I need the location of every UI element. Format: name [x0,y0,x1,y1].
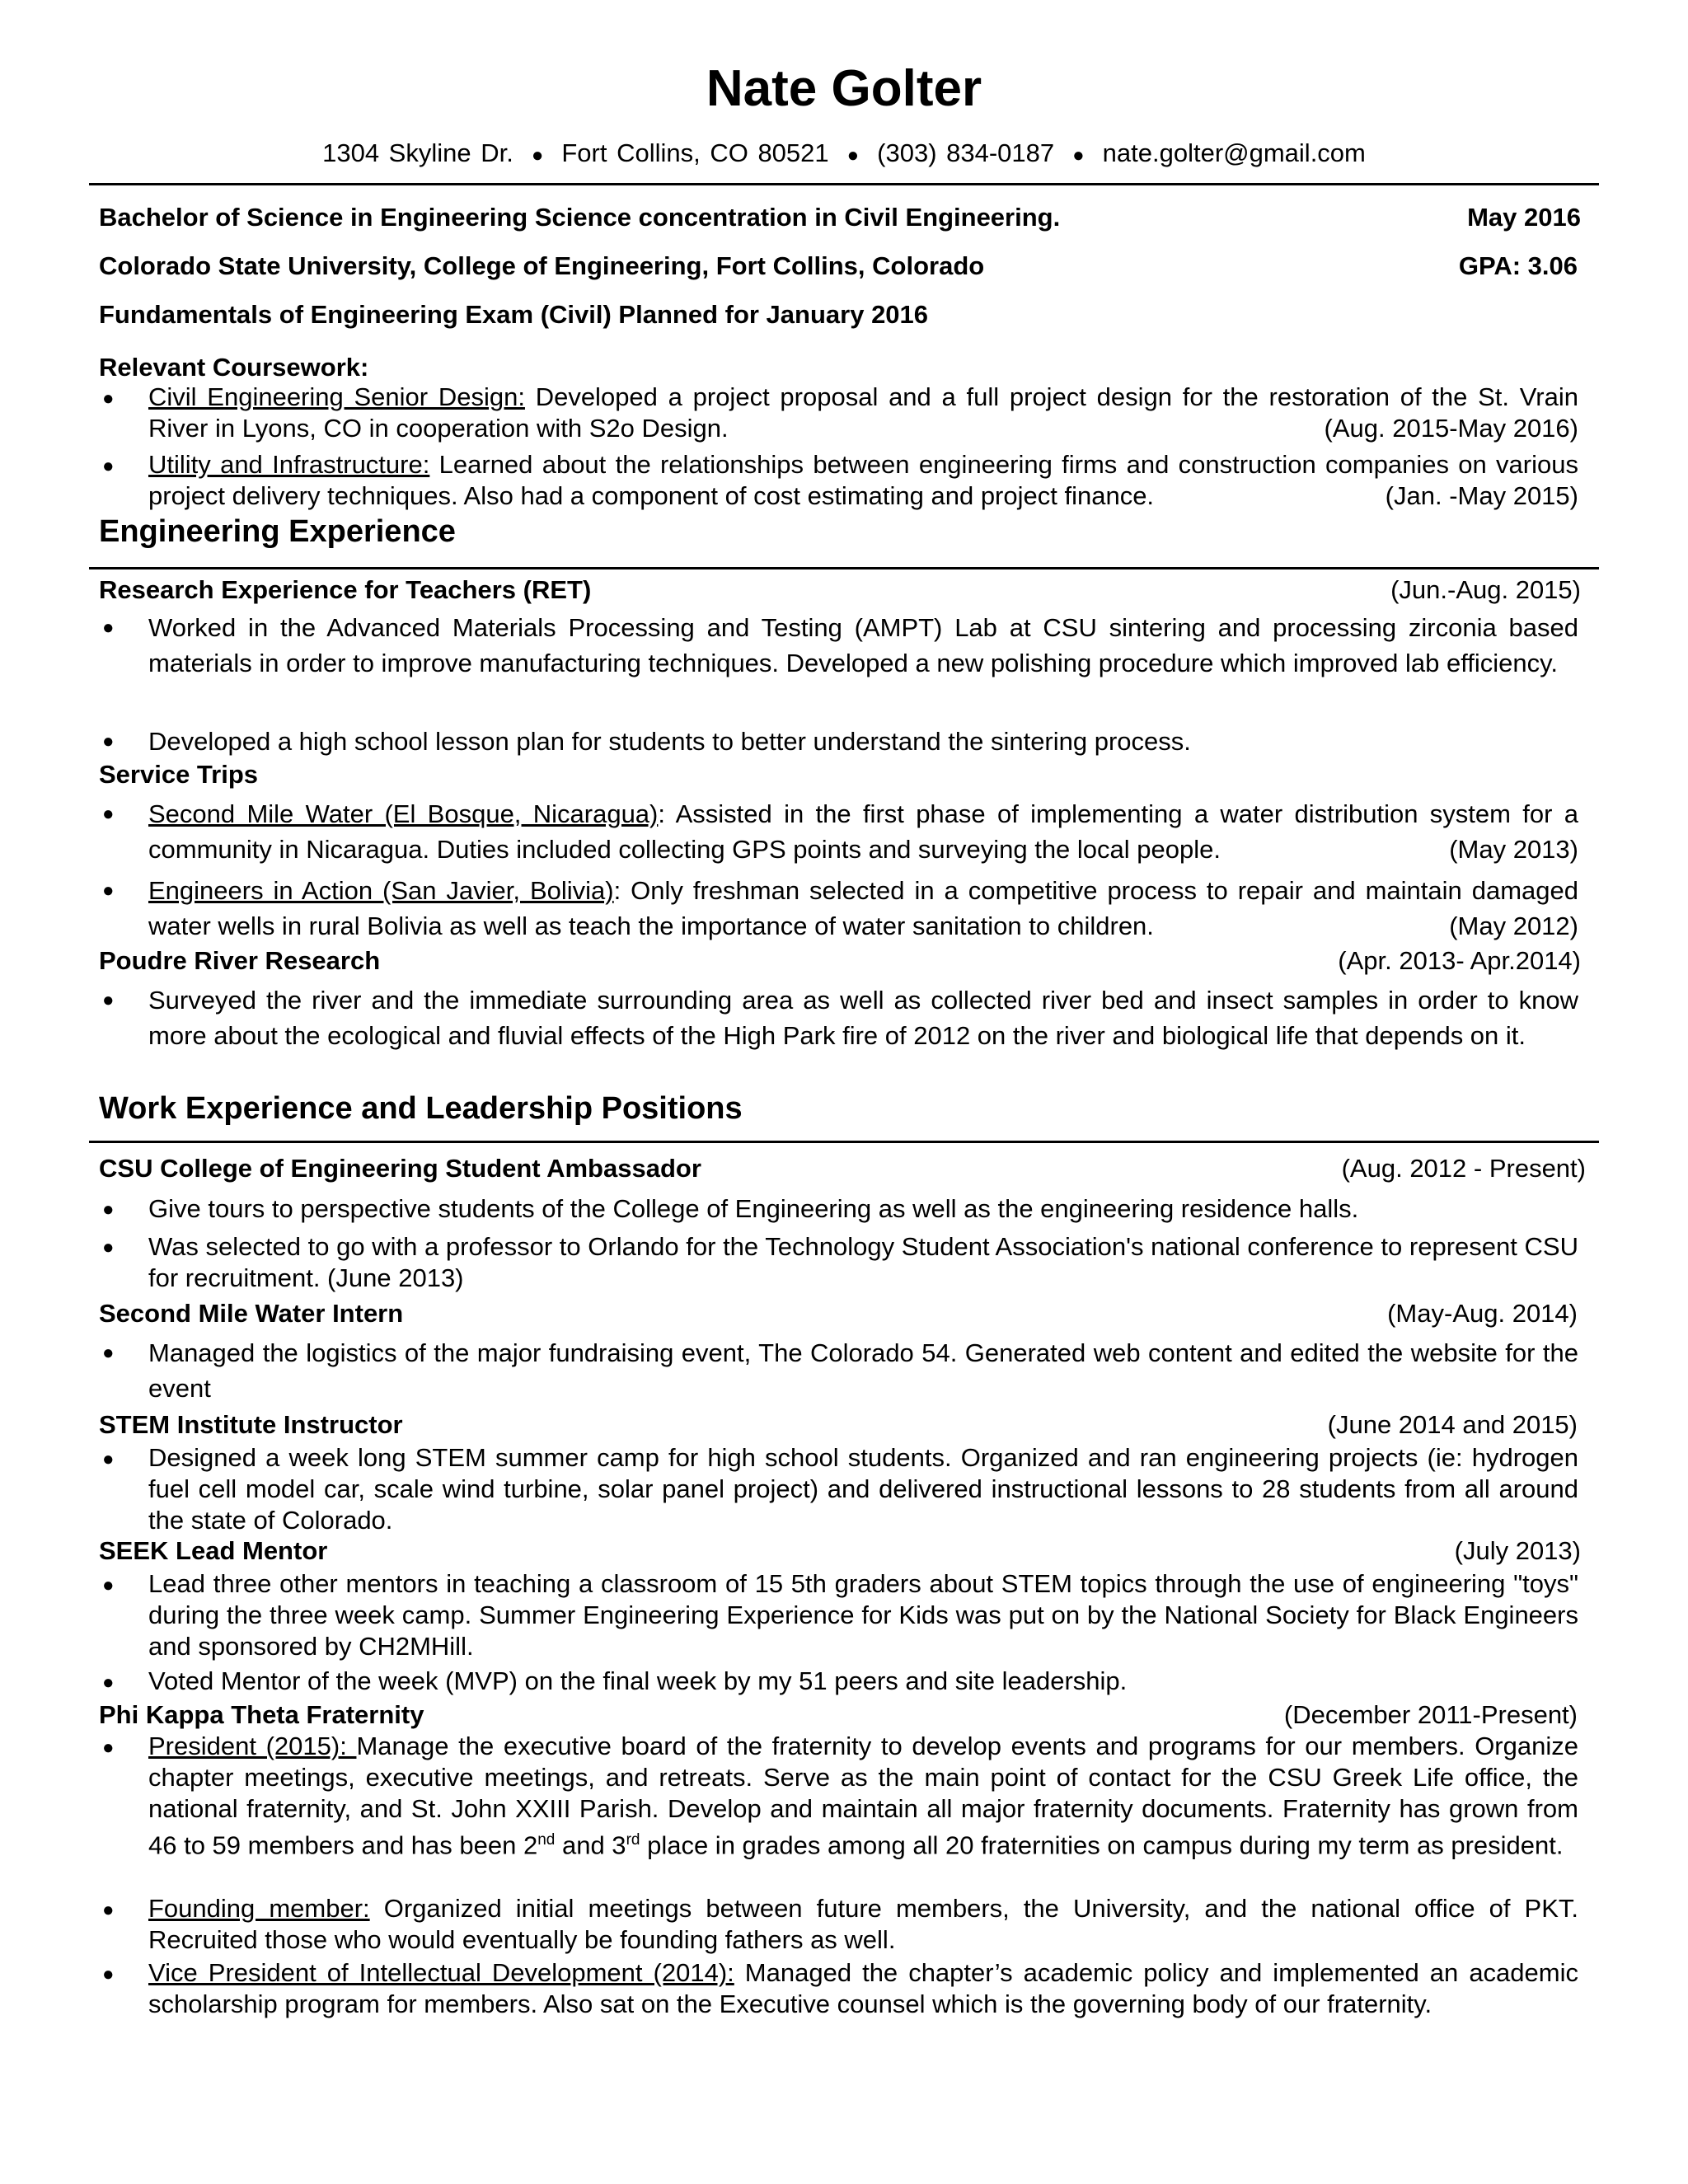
bullet-icon: ● [102,1342,115,1364]
separator-dot: ● [531,144,544,166]
ambassador-bullet: Was selected to go with a professor to Orlando for the Technology Student Association's national conference to represent CSU for recruitment. (June 2013) [148,1232,1578,1292]
ambassador-title: CSU College of Engineering Student Ambassador [99,1154,701,1183]
bullet-icon: ● [102,1671,115,1694]
seek-bullet: Lead three other mentors in teaching a classroom of 15 5th graders about STEM topics through the use of engineering "toys" during the three week camp. Summer Engineering Experience for Kids was put on by the National Society for Black Engineers and sponsored by CH2MHill. [148,1569,1578,1661]
bullet-icon: ● [102,1236,115,1258]
bullet-icon: ● [102,989,115,1011]
bullet-icon: ● [102,1574,115,1596]
ambassador-date: (Aug. 2012 - Present) [1341,1154,1586,1183]
bullet-icon: ● [102,616,115,639]
degree: Bachelor of Science in Engineering Science concentration in Civil Engineering. [99,203,1061,232]
section-heading-work: Work Experience and Leadership Positions [99,1091,743,1126]
seek-bullet: Voted Mentor of the week (MVP) on the final week by my 51 peers and site leadership. [148,1666,1128,1695]
email: nate.golter@gmail.com [1102,138,1366,167]
poudre-date: (Apr. 2013- Apr.2014) [1338,946,1581,975]
city: Fort Collins, CO 80521 [561,138,829,167]
bullet-icon: ● [102,879,115,902]
stem-bullet: Designed a week long STEM summer camp for high school students. Organized and ran engineering projects (ie: hydrogen fuel cell model car, scale wind turbine, solar panel project) and delivered instructional lessons to 28 students from all around the state of Colorado. [148,1443,1578,1535]
pkt-founding-bullet: Founding member: Organized initial meetings between future members, the University, and the national office of PKT. Recruited those who would eventually be founding fathers as well. [148,1894,1579,1954]
divider [89,183,1599,185]
poudre-bullet: Surveyed the river and the immediate surrounding area as well as collected river bed and insect samples in order to know more about the ecological and fluvial effects of the High Park fire of 2012 on the river and biological life that depends on it. [148,986,1578,1050]
bullet-icon: ● [102,1448,115,1470]
intern-title: Second Mile Water Intern [99,1299,404,1328]
bullet-icon: ● [102,730,115,752]
ret-bullet: Worked in the Advanced Materials Processing and Testing (AMPT) Lab at CSU sintering and processing zirconia based materials in order to improve manufacturing techniques. Developed a new polishing procedure which improved lab efficiency. [148,613,1578,677]
phone: (303) 834-0187 [877,138,1055,167]
ret-bullet: Developed a high school lesson plan for students to better understand the sintering process. [148,727,1191,756]
gpa: GPA: 3.06 [1458,251,1578,280]
intern-date: (May-Aug. 2014) [1387,1299,1578,1328]
bullet-icon: ● [102,455,115,477]
separator-dot: ● [1072,144,1085,166]
stem-date: (June 2014 and 2015) [1327,1410,1578,1439]
candidate-name: Nate Golter [706,60,982,117]
bullet-icon: ● [102,387,115,410]
ambassador-bullet: Give tours to perspective students of the College of Engineering as well as the engineering residence halls. [148,1194,1359,1223]
seek-date: (July 2013) [1454,1536,1581,1565]
coursework-heading: Relevant Coursework: [99,353,369,382]
separator-dot: ● [846,144,860,166]
bullet-icon: ● [102,1963,115,1985]
poudre-title: Poudre River Research [99,946,381,975]
service-item: Engineers in Action (San Javier, Bolivia): Only freshman selected in a competitive process to repair and maintain damaged water wells in rural Bolivia as well as teach the importance of water sanitation to children. (May 2012) [148,876,1578,940]
service-title: Service Trips [99,760,259,789]
bullet-icon: ● [102,803,115,825]
pkt-vp-bullet: Vice President of Intellectual Development (2014): Managed the chapter’s academic policy and implemented an academic scholarship program for members. Also sat on the Executive counsel which is the governing body of our fraternity. [148,1958,1578,2018]
stem-title: STEM Institute Instructor [99,1410,403,1439]
degree-date: May 2016 [1467,203,1581,232]
course-item: Utility and Infrastructure: Learned about the relationships between engineering firms and construction companies on various project delivery techniques. Also had a component of cost estimating and project finance. (Jan. -May 2015) [148,450,1578,510]
divider [89,567,1599,569]
ret-title: Research Experience for Teachers (RET) [99,575,592,604]
intern-bullet: Managed the logistics of the major fundraising event, The Colorado 54. Generated web content and edited the website for the event [148,1338,1578,1403]
pkt-title: Phi Kappa Theta Fraternity [99,1700,424,1729]
bullet-icon: ● [102,1736,115,1759]
bullet-icon: ● [102,1899,115,1921]
contact-line [0,138,1688,168]
exam: Fundamentals of Engineering Exam (Civil) Planned for January 2016 [99,300,929,329]
ret-date: (Jun.-Aug. 2015) [1390,575,1581,604]
course-item: Civil Engineering Senior Design: Developed a project proposal and a full project design for the restoration of the St. Vrain River in Lyons, CO in cooperation with S2o Design. (Aug. 2015-May 2016) [148,382,1578,443]
pkt-date: (December 2011-Present) [1283,1700,1578,1729]
pkt-president-bullet: President (2015): Manage the executive board of the fraternity to develop events and programs for our members. Organize chapter meetings, executive meetings, and retreats. Serve as the main point of contact for the CSU Greek Life office, the national fraternity, and St. John XXIII Parish. Develop and maintain all major fraternity documents. Fraternity has grown from 46 to 59 members and has been 2nd and 3rd place in grades among all 20 fraternities on campus during my term as president. [148,1732,1578,1860]
section-heading-engineering: Engineering Experience [99,514,456,549]
bullet-icon: ● [102,1198,115,1221]
address: 1304 Skyline Dr. [322,138,513,167]
divider [89,1141,1599,1143]
service-item: Second Mile Water (El Bosque, Nicaragua): Assisted in the first phase of implementing a water distribution system for a community in Nicaragua. Duties included collecting GPS points and surveying the local people. (May 2013) [148,799,1578,864]
seek-title: SEEK Lead Mentor [99,1536,328,1565]
school: Colorado State University, College of Engineering, Fort Collins, Colorado [99,251,985,280]
